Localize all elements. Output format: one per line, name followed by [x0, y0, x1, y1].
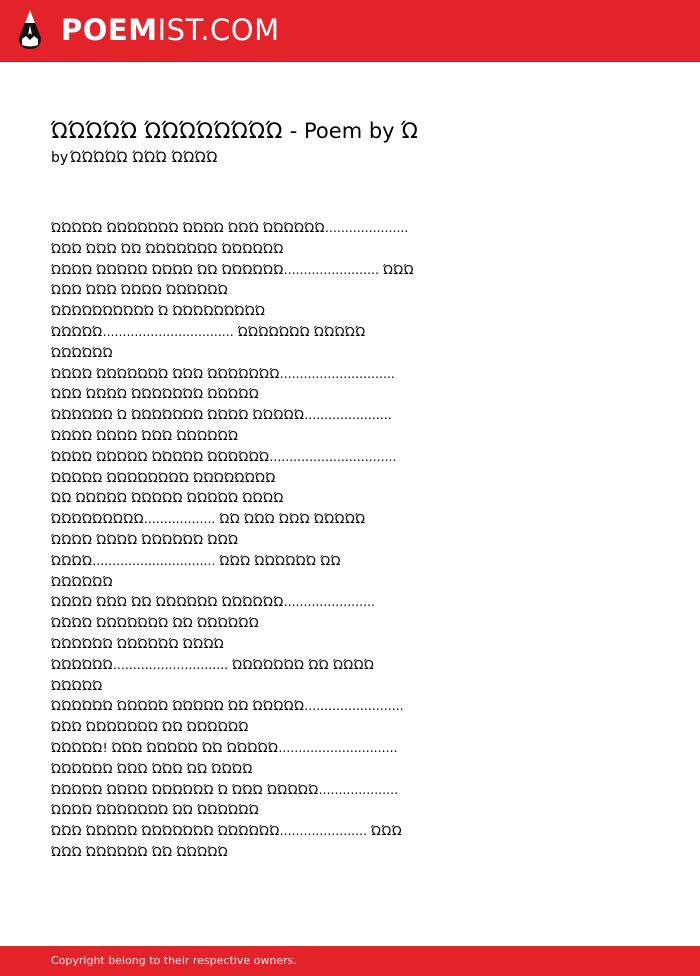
site-footer	[0, 946, 700, 976]
site-header	[0, 0, 700, 61]
poem-line: ΏΏΏΏ ΏΏΏ ΏΏ ΏΏΏΏΏΏ ΏΏΏΏΏΏ.......................	[51, 594, 376, 610]
poem-line: ΏΏΏΏΏΏΏΏΏΏ Ώ ΏΏΏΏΏΏΏΏΏ	[51, 303, 266, 319]
poem-line: ΏΏΏ ΏΏΏ ΏΏ ΏΏΏΏΏΏΏ ΏΏΏΏΏΏ	[51, 240, 284, 256]
poem-line: ΏΏΏΏΏ ΏΏΏΏΏΏΏΏ ΏΏΏΏΏΏΏΏ	[51, 469, 276, 485]
poem-line: ΏΏΏ ΏΏΏΏΏΏ ΏΏ ΏΏΏΏΏ	[51, 843, 229, 859]
poem-line: ΏΏΏ ΏΏΏΏ ΏΏΏΏΏΏΏ ΏΏΏΏΏ	[51, 386, 260, 402]
poem-line: ΏΏΏΏΏ! ΏΏΏ ΏΏΏΏΏ ΏΏ ΏΏΏΏΏ..............................	[51, 739, 398, 755]
poem-line: ΏΏΏΏ ΏΏΏΏΏΏΏ ΏΏ ΏΏΏΏΏΏ	[51, 615, 260, 631]
poem-line: ΏΏΏΏΏΏ	[51, 573, 113, 589]
brand-bold: POEM	[61, 13, 158, 47]
poem-line: ΏΏΏ ΏΏΏΏΏ ΏΏΏΏΏΏΏ ΏΏΏΏΏΏ...................... ΏΏΏ	[51, 823, 403, 839]
brand-rest: IST.COM	[157, 13, 280, 47]
poem-line: ΏΏΏΏΏΏ	[51, 344, 113, 360]
poem-line: ΏΏΏΏ ΏΏΏΏΏ ΏΏΏΏΏ ΏΏΏΏΏΏ................................	[51, 448, 397, 464]
poem-line: ΏΏΏΏΏΏ ΏΏΏΏΏ ΏΏΏΏΏ ΏΏ ΏΏΏΏΏ.........................	[51, 698, 404, 714]
poem-line: ΏΏ ΏΏΏΏΏ ΏΏΏΏΏ ΏΏΏΏΏ ΏΏΏΏ	[51, 490, 284, 506]
poem-line: ΏΏΏΏΏ	[51, 677, 103, 693]
poem-line: ΏΏΏ ΏΏΏ ΏΏΏΏ ΏΏΏΏΏΏ	[51, 282, 229, 298]
poem-body	[51, 218, 414, 863]
poem-line: ΏΏΏ ΏΏΏΏΏΏΏ ΏΏ ΏΏΏΏΏΏ	[51, 719, 249, 735]
poem-line: ΏΏΏΏΏΏ Ώ ΏΏΏΏΏΏΏ ΏΏΏΏ ΏΏΏΏΏ......................	[51, 407, 392, 423]
poem-line: ΏΏΏΏ ΏΏΏΏΏ ΏΏΏΏ ΏΏ ΏΏΏΏΏΏ........................ ΏΏΏ	[51, 261, 414, 277]
poem-line: ΏΏΏΏ ΏΏΏΏ ΏΏΏ ΏΏΏΏΏΏ	[51, 427, 239, 443]
poem-line: ΏΏΏΏΏΏ ΏΏΏ ΏΏΏ ΏΏ ΏΏΏΏ	[51, 760, 253, 776]
pencil-tip-icon[interactable]	[16, 9, 44, 51]
poem-line: ΏΏΏΏ ΏΏΏΏΏΏΏ ΏΏΏ ΏΏΏΏΏΏΏ.............................	[51, 365, 395, 381]
site-logo-text[interactable]	[61, 12, 280, 48]
byline-prefix: by	[51, 150, 69, 166]
poem-line: ΏΏΏΏ............................... ΏΏΏ ΏΏΏΏΏΏ ΏΏ	[51, 552, 341, 568]
poem-line: ΏΏΏΏΏΏ ΏΏΏΏΏΏ ΏΏΏΏ	[51, 635, 225, 651]
poem-byline	[51, 148, 218, 168]
poem-line: ΏΏΏΏΏ................................. ΏΏΏΏΏΏΏ ΏΏΏΏΏ	[51, 323, 366, 339]
poem-line: ΏΏΏΏΏ ΏΏΏΏΏΏΏ ΏΏΏΏ ΏΏΏ ΏΏΏΏΏΏ.....................	[51, 220, 409, 235]
poem-line: ΏΏΏΏΏ ΏΏΏΏ ΏΏΏΏΏΏ Ώ ΏΏΏ ΏΏΏΏΏ....................	[51, 781, 399, 797]
poem-line: ΏΏΏΏΏΏ............................. ΏΏΏΏΏΏΏ ΏΏ ΏΏΏΏ	[51, 656, 375, 672]
poem-author: ΏΏΏΏΏ ΏΏΏ ΏΏΏΏ	[70, 150, 218, 166]
copyright-text: Copyright belong to their respective owners.	[51, 954, 297, 967]
poem-line: ΏΏΏΏ ΏΏΏΏ ΏΏΏΏΏΏ ΏΏΏ	[51, 531, 239, 547]
poem-line: ΏΏΏΏΏΏΏΏΏ.................. ΏΏ ΏΏΏ ΏΏΏ ΏΏΏΏΏ	[51, 511, 366, 527]
poem-title: ΏΏΏΏΏ ΏΏΏΏΏΏΏΏ - Poem by Ώ	[51, 119, 419, 143]
poem-line: ΏΏΏΏ ΏΏΏΏΏΏΏ ΏΏ ΏΏΏΏΏΏ	[51, 802, 260, 818]
